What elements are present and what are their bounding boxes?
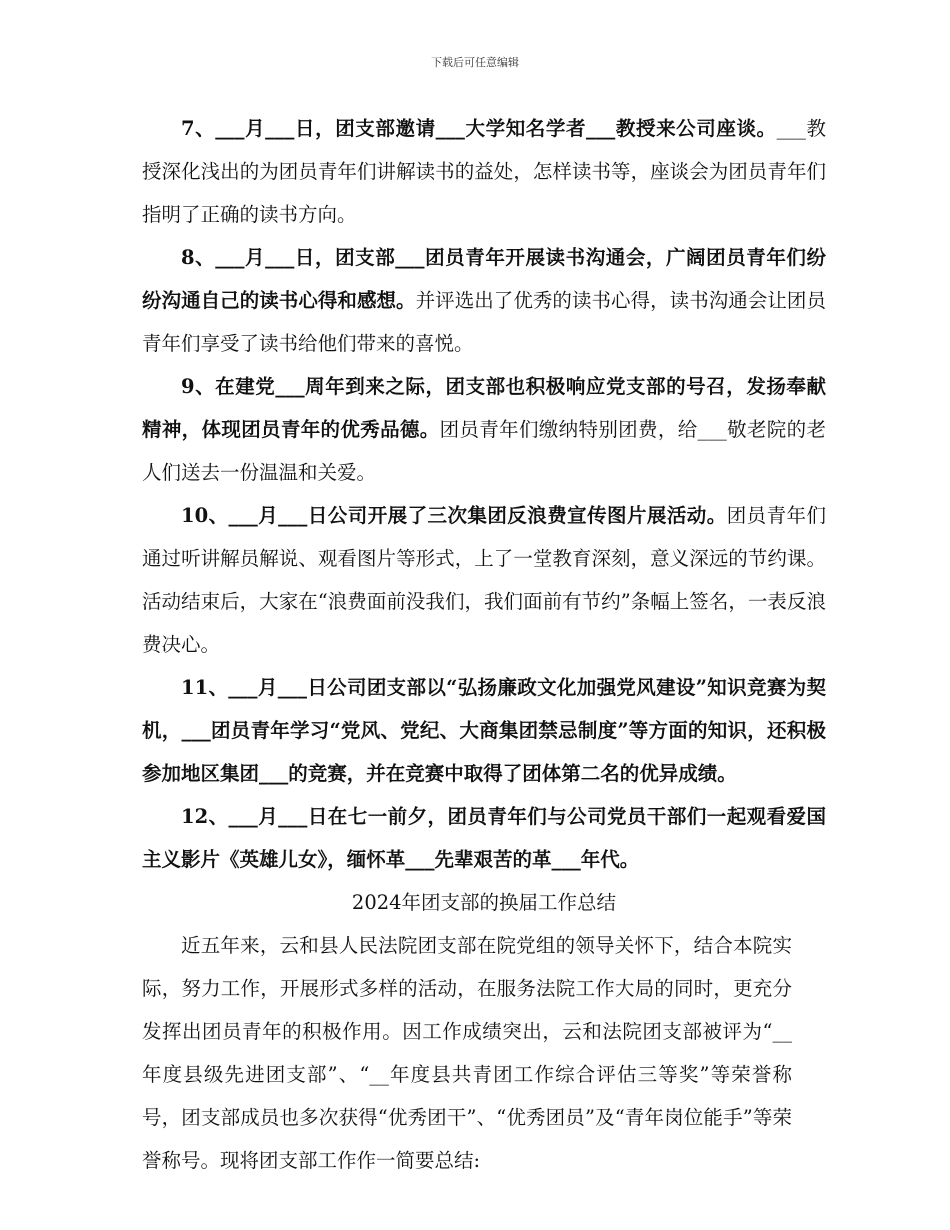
item-8-text: 并评选出了优秀的读书心得，读书沟通会让团员青年们享受了读书给他们带来的喜悦。	[142, 289, 826, 355]
item-7-bold-text: 7、___月___日，团支部邀请___大学知名学者___教授来公司座谈。	[181, 117, 777, 140]
list-item-7	[142, 107, 826, 236]
item-10-text: 团员青年们通过听讲解员解说、观看图片等形式，上了一堂教育深刻，意义深远的节约课。活动结束后，大家在“浪费面前没我们，我们面前有节约”条幅上签名，一表反浪费决心。	[142, 504, 826, 656]
list-item-11	[142, 666, 826, 795]
document-body	[142, 107, 826, 1182]
list-item-8	[142, 236, 826, 365]
item-8-bold-text: 8、___月___日，团支部___团员青年开展读书沟通会，广阔团员青年们纷纷沟通自己的读书心得和感想。	[142, 246, 826, 312]
section-title: 2024年团支部的换届工作总结	[351, 891, 617, 914]
section-body: 近五年来，云和县人民法院团支部在院党组的领导关怀下，结合本院实际，努力工作，开展形式多样的活动，在服务法院工作大局的同时，更充分发挥出团员青年的积极作用。因工作成绩突出，云和法院团支部被评为“__年度县级先进团支部”、“__年度县共青团工作综合评估三等奖”等荣誉称号，团支部成员也多次获得“优秀团干”、“优秀团员”及“青年岗位能手”等荣誉称号。现将团支部工作作一简要总结:	[142, 934, 792, 1172]
page-header-note: 下载后可任意编辑	[431, 56, 519, 69]
list-item-10	[142, 494, 826, 666]
item-7-text: ___教授深化浅出的为团员青年们讲解读书的益处，怎样读书等，座谈会为团员青年们指明了正确的读书方向。	[142, 117, 826, 226]
item-9-bold-text: 9、在建党___周年到来之际，团支部也积极响应党支部的号召，发扬奉献精神，体现团员青年的优秀品德。	[142, 375, 826, 441]
item-9-text: 团员青年们缴纳特别团费，给___敬老院的老人们送去一份温温和关爱。	[142, 418, 826, 484]
item-11-bold-text: 11、___月___日公司团支部以“弘扬廉政文化加强党风建设”知识竞赛为契机，___团员青年学习“党风、党纪、大商集团禁忌制度”等方面的知识，还积极参加地区集团___的竞赛，并在竞赛中取得了团体第二名的优异成绩。	[142, 676, 826, 785]
list-item-9	[142, 365, 826, 494]
list-item-12	[142, 795, 826, 881]
item-12-bold-text: 12、___月___日在七一前夕，团员青年们与公司党员干部们一起观看爱国主义影片《英雄儿女》，缅怀革___先辈艰苦的革___年代。	[142, 805, 826, 871]
item-10-bold-text: 10、___月___日公司开展了三次集团反浪费宣传图片展活动。	[181, 504, 727, 527]
